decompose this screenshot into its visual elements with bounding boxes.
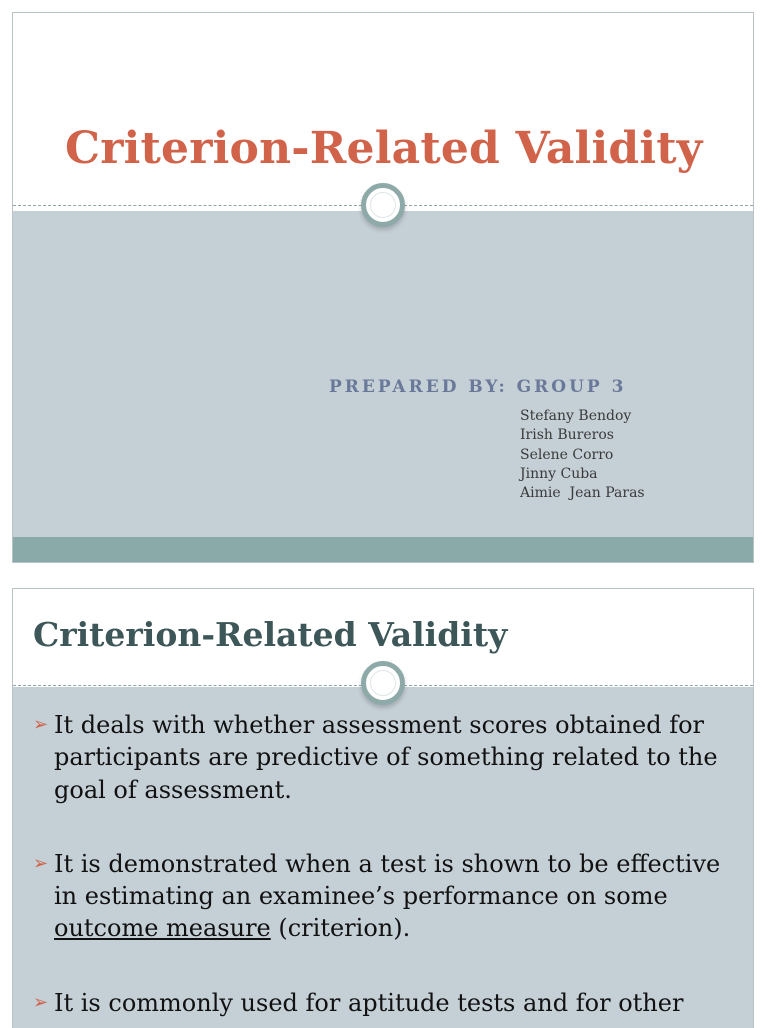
bullet-text: It is demonstrated when a test is shown to be effective in estimating an examinee’s performance on some (54, 849, 721, 911)
bullet-text: It is commonly used for aptitude tests and for other (54, 988, 684, 1017)
slide-title: Criterion-Related Validity (65, 123, 703, 174)
bullet-text-tail: (criterion). (270, 914, 411, 943)
slide-title: Criterion-Related Validity (33, 615, 508, 654)
member-name: Aimie Jean Paras (520, 485, 645, 502)
bullet-item (33, 848, 733, 945)
prepared-by-label: PREPARED BY: GROUP 3 (329, 377, 627, 397)
bullet-item (33, 709, 733, 806)
arrow-bullet-icon: ➢ (33, 991, 49, 1013)
bullet-list (33, 709, 733, 1028)
title-slide (12, 12, 754, 563)
member-name: Stefany Bendoy (520, 408, 632, 424)
bullet-item (33, 987, 733, 1019)
circle-ornament-icon (361, 183, 405, 227)
member-name: Selene Corro (520, 446, 614, 463)
member-name: Jinny Cuba (520, 465, 598, 482)
underlined-term: outcome measure (54, 914, 271, 943)
member-list (520, 407, 645, 503)
footer-band (13, 537, 753, 563)
member-name: Irish Bureros (520, 427, 614, 444)
title-area (13, 13, 753, 206)
arrow-bullet-icon: ➢ (33, 714, 49, 735)
bullet-text: It deals with whether assessment scores obtained for participants are predictive of something related to the goal of assessment. (54, 711, 718, 804)
content-slide (12, 588, 754, 1028)
arrow-bullet-icon: ➢ (33, 852, 49, 874)
circle-ornament-icon (361, 661, 405, 705)
